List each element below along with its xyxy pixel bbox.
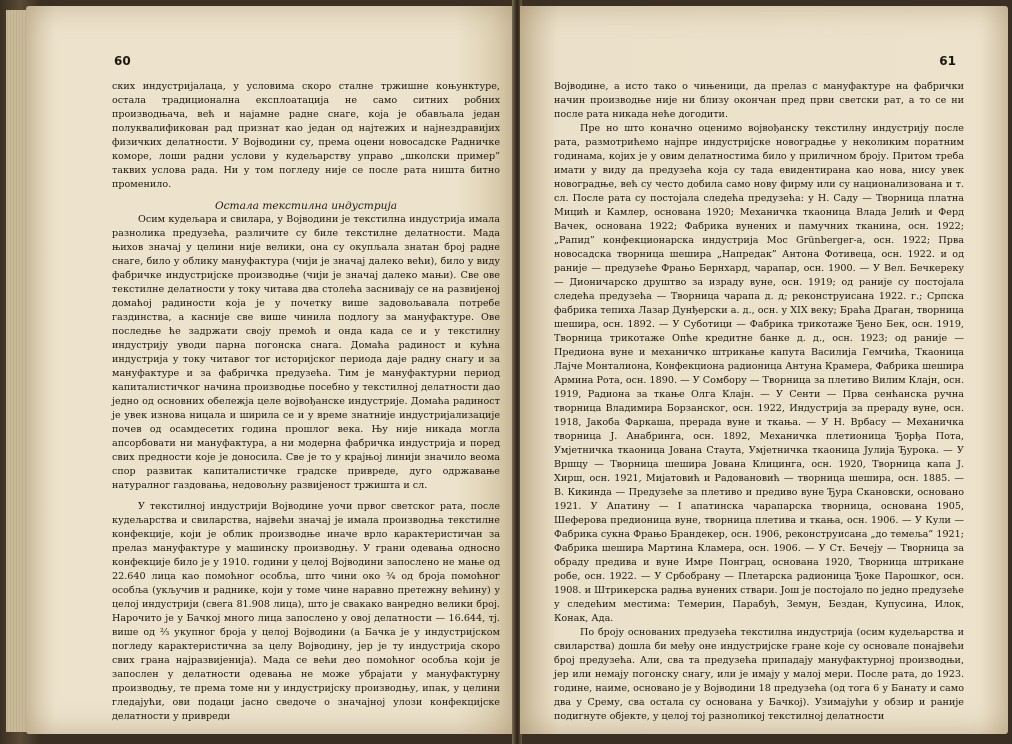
right-paragraph-2: Пре но што коначно оценимо војвођанску текстилну индустрију после рата, размотрићемо најпре индустријске новоградње у неколиким поратним годинама, којих је у овим делатностима било у приличном броју. Притом треба имати у виду да предузећа која су тада евидентирана као нова, нису увек новоградње, већ су често добила само нову фирму или су национализована и т. сл. После рата су постојала следећа предузећа: у Н. Саду — Творница платна Мицић и Камлер, основана 1920; Механичка ткаоница Влада Јелић и Ферд Вачек, основана 1922; Фабрика вунених и памучних тканина, осн. 1922; „Рапид” конфекционарска индустрија Мос Grünberger-а, осн. 1922; Прва новосадска творница шешира „Напредак” Антона Фотивеца, осн. 1922. и од раније — предузеће Фрањо Бернхард, чарапар, осн. 1900. — У Вел. Бечкереку — Дионичарско друштво за израду вуне, осн. 1919; од раније су постојала следећа предузећа — Творница чарапа д. д; реконструисана 1922. г.; Српска фабрика тепиха Лазар Дунђерски а. д., осн. у XIX веку; Браћа Драган, творница шешира, осн. 1892. — У Суботици — Фабрика трикотаже Ђено Бек, осн. 1919, Творница трикотаже Опће кредитне банке д. д., осн. 1923; од раније — Предиона вуне и механичко штрикање капута Василија Гемчића, Ткаоница Лајче Монталиона, Конфекциона радионица Антуна Крамера, Фабрика шешира Армина Рота, осн. 1890. — У Сомбору — Творница за плетиво Вилим Клајн, осн. 1919, Радиона за ткање Олга Клајн. — У Сенти — Прва сенћанска ручна творница Владимира Борзанског, осн. 1922, Индустрија за прераду вуне, осн. 1918, Јакоба Фаркаша, прерада вуне и ткања. — У Н. Врбасу — Механичка творница Ј. Анабринга, осн. 1892, Механичка плетионица Ђорђа Пота, Умјетничка ткаоница Јована Стаута, Умјетничка ткаоница Јулија Ђурока. — У Вршцу — Творница шешира Јована Клицинга, осн. 1920, Творница капа Ј. Хирш, осн. 1921, Мијатовић и Радовановић — творница шешира, осн. 1885. — В. Кикинда — Предузеће за плетиво и предиво вуне Ђура Скановски, основано 1921. У Апатину — I апатинска чарапарска творница, основана 1905, Шеферова предионица вуне, творница плетива и ткања, осн. 1906. — У Кули — Фабрика сукна Фрањо Брандекер, осн. 1906, реконструисана „до темеља” 1921; Фабрика шешира Мартина Кламера, осн. 1906. — У Ст. Бечеју — Творница за обраду предива и вуне Имре Понграц, основана 1920, Творница штрикане робе, осн. 1922. — У Србобрану — Плетарска радионица Ђоке Парошког, осн. 1908. и Штрикерска радња вунених ствари. Још је постојало по једно предузеће у следећим местима: Темерин, Парабућ, Земун, Бездан, Купусина, Илок, Конак, Ада.	[554, 123, 964, 624]
page-edges	[6, 10, 28, 732]
right-paragraph-3: По броју основаних предузећа текстилна индустрија (осим кудељарства и свиларства) дошла би међу оне индустријске гране које су основале понајвећи број предузећа. Али, сва та предузећа припадају мануфактурној производњи, јер или немају погонску снагу, или је имају у малој мери. После рата, до 1923. године, наиме, основано је у Војводини 18 предузећа (од тога 6 у Банату и само два у Срему, сва остала су основана у Бачкој). Узимајући у обзир и раније подигнуте објекте, у целој тој разноликој текстилној делатности	[554, 627, 964, 722]
left-paragraph-1: ских индустријалаца, у условима скоро сталне тржишне коњунктуре, остала традиционална експлоатација не само ситних робних производњача, већ и најамне радне снаге, која је обављала један полуквалификован рад признат као један од најтежих и најнездравијих физичких делатности. У Војводини су, према оцени новосадске Радничке коморе, лоши радни услови у кудељарству управо „школски пример” таквих услова рада. Ни у том погледу није се после рата ништа битно променило.	[112, 81, 500, 190]
right-page-number: 61	[939, 54, 956, 68]
left-paragraph-2: Осим кудељара и свилара, у Војводини је текстилна индустрија имала разнолика предузећа, различите су биле текстилне делатности. Мада њихов значај у целини није велики, она су окупљала знатан број радне снаге, било у облику мануфактура (чији је значај далеко већи), било у виду фабричке индустријске производње (чији је значај далеко мањи). Све ове текстилне делатности у току читава два столећа заснивају се на развијеној домаћој радиности која је у почетку више задовољавала потребе газдинства, а касније све више чинила подлогу за мануфактуре. Ове последње ће задржати своју премоћ и онда када се и у текстилну индустрију уводи парна погонска снага. Домаћа радиност и кућна индустрија у току читавог тог историјског периода даје радну снагу и за мануфактуре и за фабричка предузећа. Тим је мануфактурни период капиталистичког начина производње посебно у текстилној делатности дао једно од основних обележја целе војвођанске индустрије. Домаћа радиност је увек изнова ницала и ширила се и у време знатније индустријализације почев од осамдесетих година прошлог века. Њу није никада могла апсорбовати ни мануфактура, а ни модерна фабричка индустрија и поред свих предности које је доносила. Све је то у крајњој линији значило веома спор развитак капиталистичке градске привреде, дуго одржавање натуралног газдовања, недовољну развијеност тржишта и сл.	[112, 214, 500, 491]
left-page	[26, 6, 514, 734]
right-page-text	[554, 80, 964, 724]
left-page-number: 60	[114, 54, 131, 68]
left-paragraph-3: У текстилној индустрији Војводине уочи првог светског рата, после кудељарства и свиларства, највећи значај је имала производња текстилне конфекције, који је облик производње иначе врло карактеристичан за прелаз мануфактуре у машинску производњу. У грани одевања односно конфекције било је у 1910. години у целој Војводини запослено не мање од 22.640 лица као помоћног особља, што чини око ¾ од броја помоћног особља (укључив и раднике, који у томе чине наравно претежну већину) у целој индустрији (свега 81.908 лица), што је свакако ванредно велики број. Нарочито је у Бачкој много лица запослено у овој делатности — 16.644, тј. више од ⅔ укупног броја у целој Војводини (а Бачка је у индустријском погледу карактеристична за целу Војводину, јер је ту индустрија скоро свих грана најразвијенија). Мада се већи део помоћног особља који је запослен у делатности одевања не може убрајати у мануфактурну производњу, те према томе ни у индустријску производњу, ипак, у целини гледајући, ови подаци јасно сведоче о значајној улози конфекцијске делатности у привреди	[112, 501, 500, 722]
section-heading: Остала текстилна индустрија	[214, 200, 398, 212]
left-page-text	[112, 80, 500, 724]
right-paragraph-1: Војводине, а исто тако о чињеници, да прелаз с мануфактуре на фабрички начин производње није ни близу окончан пред први светски рат, а то се ни после рата никада неће догодити.	[554, 81, 964, 120]
right-page	[520, 6, 1008, 734]
